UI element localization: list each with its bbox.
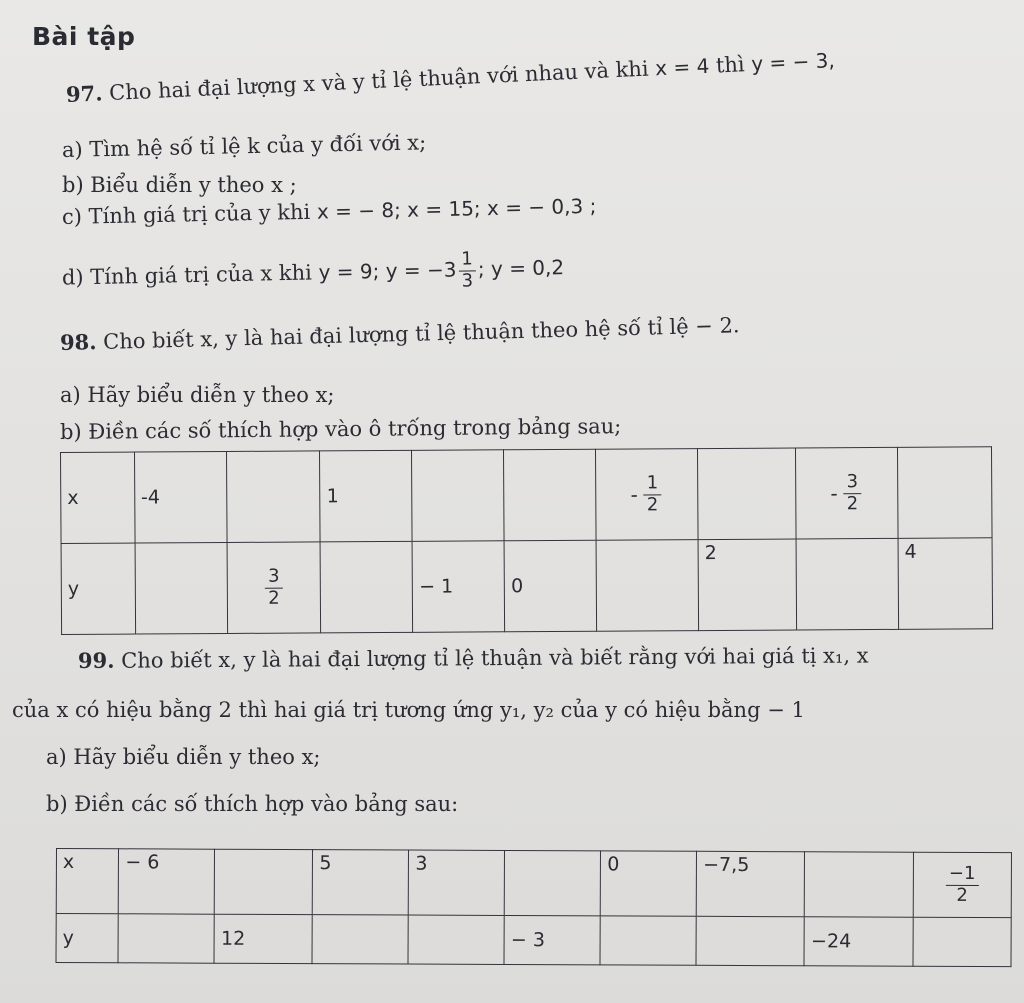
table-cell: -4 (134, 451, 226, 543)
table-cell (600, 916, 696, 965)
problem-98-part-a: a) Hãy biểu diễn y theo x; (60, 383, 335, 407)
table-cell: 1 (320, 450, 412, 542)
table-cell: 0 (504, 540, 596, 632)
table-cell (505, 850, 601, 915)
problem-99-part-b: b) Điền các số thích hợp vào bảng sau: (46, 792, 459, 816)
table-cell (321, 541, 413, 633)
table-cell (312, 915, 408, 964)
table-cell: 4 (898, 538, 993, 630)
problem-98-table (60, 446, 993, 635)
problem-97-number: 97. (65, 80, 104, 107)
problem-99-statement (78, 642, 869, 673)
problem-99-text: Cho biết x, y là hai đại lượng tỉ lệ thuận và biết rằng với hai giá tị x₁, x (121, 643, 869, 673)
table-cell (226, 451, 320, 543)
problem-99-table (55, 848, 1011, 967)
table-cell (596, 540, 699, 632)
table-cell: 5 (313, 850, 409, 915)
problem-97-statement (65, 47, 835, 107)
table-cell: 0 (601, 851, 697, 916)
table-cell (215, 849, 313, 914)
problem-98-part-b: b) Điền các số thích hợp vào ô trống trong bảng sau; (59, 414, 622, 444)
mixed-fraction: $\frac{1}{3}$ (458, 249, 476, 292)
table-cell (135, 542, 227, 634)
problem-97-cond-y: y = − 3, (750, 48, 836, 76)
table-row-y (61, 538, 993, 635)
table-cell (118, 914, 214, 963)
table-cell (696, 916, 804, 965)
section-heading: Bài tập (32, 22, 136, 51)
table-cell: 2 (698, 539, 796, 631)
table-cell: −24 (804, 917, 912, 966)
table-cell: −7,5 (696, 851, 805, 916)
row-label-x: x (56, 849, 119, 914)
problem-97-part-d-values-1: y = 9; y = −3 (318, 257, 457, 285)
problem-97-thi: thì (715, 52, 746, 78)
table-row-y (56, 914, 1011, 967)
problem-97-part-b: b) Biểu diễn y theo x ; (62, 173, 297, 197)
problem-98-text: Cho biết x, y là hai đại lượng tỉ lệ thuận theo hệ số tỉ lệ − 2. (102, 313, 740, 354)
table-cell (412, 450, 504, 542)
problem-97-text: Cho hai đại lượng x và y tỉ lệ thuận với nhau và khi (108, 56, 650, 106)
problem-98-statement (60, 312, 740, 355)
problem-97-part-d-values-2: ; y = 0,2 (477, 255, 565, 281)
table-cell: − 1 (412, 541, 504, 633)
problem-97-part-d-label: d) Tính giá trị của x khi (61, 260, 313, 290)
table-cell-fraction: - $\frac{3}{2}$ (796, 447, 899, 539)
problem-98-number: 98. (59, 329, 97, 355)
row-label-x: x (61, 452, 135, 543)
table-cell (796, 538, 899, 630)
row-label-y: y (61, 543, 135, 634)
table-cell (504, 449, 596, 541)
table-cell: 3 (409, 850, 505, 915)
row-label-y: y (56, 914, 119, 963)
table-cell (805, 852, 913, 917)
problem-99-number: 99. (77, 647, 115, 673)
table-cell (408, 915, 504, 964)
table-cell (698, 448, 796, 540)
problem-99-statement-line-2: của x có hiệu bằng 2 thì hai giá trị tương ứng y₁, y₂ của y có hiệu bằng − 1 (12, 698, 805, 722)
table-cell: − 6 (119, 849, 215, 914)
problem-97-part-d (62, 247, 565, 300)
table-cell: − 3 (504, 915, 600, 964)
problem-97-part-c (62, 194, 597, 229)
table-cell (898, 447, 993, 539)
problem-99-part-a: a) Hãy biểu diễn y theo x; (46, 745, 321, 769)
table-cell (913, 917, 1012, 966)
table-cell-fraction: $\frac{-1}{2}$ (913, 852, 1012, 917)
problem-97-part-c-label: c) Tính giá trị của y khi (61, 199, 311, 229)
table-row-x (61, 447, 993, 544)
table-row-x (56, 849, 1011, 918)
problem-97-part-a: a) Tìm hệ số tỉ lệ k của y đối với x; (61, 130, 427, 162)
problem-97-part-c-values: x = − 8; x = 15; x = − 0,3 ; (316, 193, 597, 224)
table-cell-fraction: $\frac{3}{2}$ (227, 542, 321, 634)
table-cell-fraction: - $\frac{1}{2}$ (596, 449, 699, 541)
table-cell: 12 (214, 914, 312, 963)
problem-97-cond-x: x = 4 (654, 53, 710, 81)
